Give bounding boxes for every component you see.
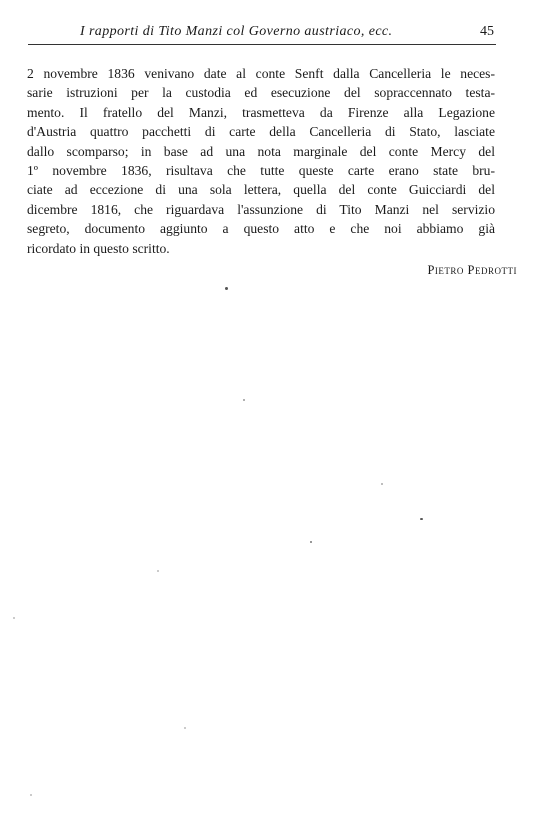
text-line: sarie istruzioni per la custodia ed esecuzione del sopraccennato testa-	[27, 85, 495, 101]
scan-speck	[225, 287, 228, 290]
text-line: ciate ad eccezione di una sola lettera, quella del conte Guicciardi del	[27, 182, 495, 198]
running-head	[28, 22, 496, 45]
text-line: 1º novembre 1836, risultava che tutte queste carte erano state bru-	[27, 162, 495, 178]
scan-speck	[184, 727, 186, 729]
scan-speck	[310, 541, 312, 543]
scan-speck	[30, 794, 32, 796]
text-line: 2 novembre 1836 venivano date al conte Senft dalla Cancelleria le neces-	[27, 66, 495, 81]
running-title: I rapporti di Tito Manzi col Governo austriaco, ecc.	[80, 24, 393, 39]
body-paragraph	[27, 64, 495, 258]
text-line: dicembre 1816, che riguardava l'assunzione di Tito Manzi nel servizio	[27, 201, 495, 217]
scan-speck	[157, 570, 159, 572]
text-line: mento. Il fratello del Manzi, trasmetteva da Firenze alla Legazione	[27, 104, 495, 120]
scan-speck	[243, 399, 245, 401]
author-signature: Pietro Pedrotti	[427, 263, 517, 277]
scan-speck	[13, 617, 15, 619]
scan-speck	[420, 518, 423, 520]
page-number: 45	[480, 24, 494, 39]
text-line: ricordato in questo scritto.	[27, 240, 170, 256]
scan-speck	[381, 483, 383, 485]
text-line: d'Austria quattro pacchetti di carte della Cancelleria di Stato, lasciate	[27, 124, 495, 140]
text-line: segreto, documento aggiunto a questo atto e che noi abbiamo già	[27, 221, 495, 237]
text-line: dallo scomparso; in base ad una nota marginale del conte Mercy del	[27, 143, 495, 159]
